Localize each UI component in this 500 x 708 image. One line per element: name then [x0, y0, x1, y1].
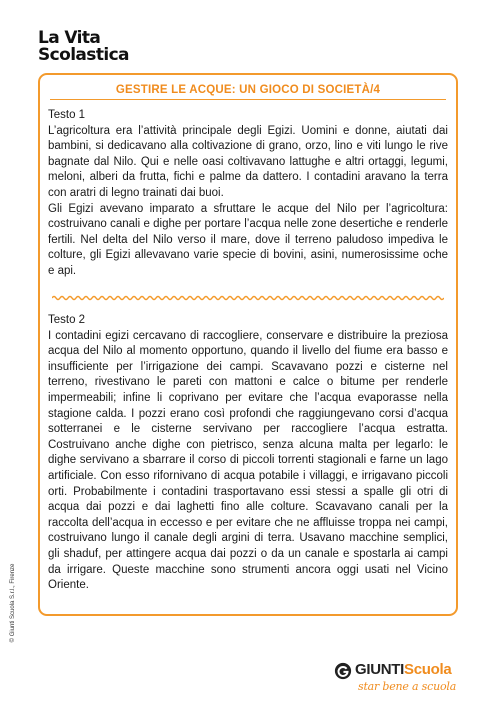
- logo-line-1: La Vita: [38, 28, 101, 48]
- wavy-divider: [52, 294, 444, 302]
- testo-2-section: [48, 313, 448, 594]
- brand-name-scuola: Scuola: [404, 661, 452, 678]
- testo-1-heading: Testo 1: [48, 109, 86, 121]
- testo-1-paragraph-2: Gli Egizi avevano imparato a sfruttare le acque del Nilo per l’agricoltura: costruivano canali e dighe per portare l’acqua nelle zone desertiche e renderle fertili. Nel delta del Nilo verso il mare, dove il terreno paludoso impediva le colture, gli Egizi allevavano varie specie di bovini, asini, numerosissime oche e api.: [48, 202, 448, 277]
- brand-name-giunti: GIUNTI: [355, 661, 405, 678]
- testo-2-paragraph: I contadini egizi cercavano di raccogliere, conservare e distribuire la preziosa acqua del Nilo al momento opportuno, quando il livello del fiume era basso e insufficiente per l’irrigazione dei campi. Scavavano pozzi e cisterne nel terreno, rivestivano le pareti con mattoni e calce o bitume per renderle impermeabili; infine li coprivano per evitare che l’acqua evaporasse nella stagione calda. I pozzi erano così profondi che raggiungevano corsi d’acqua sotterranei e le cisterne servivano per raccogliere l’acqua estratta. Costruivano anche dighe con pietrisco, senza alcuna malta per legarlo: le dighe servivano a sbarrare il corso di piccoli torrenti stagionali e farne un lago artificiale. Con esso rifornivano di acqua potabile i villaggi, e irrigavano piccoli orti. Probabilmente i contadini trasportavano essi stessi a spalle gli otri di acqua dai pozzi e dai laghetti fino alle colture. Scavavano canali per la raccolta dell’acqua in eccesso e per evitare che ne affluisse troppa nei campi, costruivano lungo il canale degli argini di terra. Usavano macchine semplici, gli shaduf, per attingere acqua dai pozzi o da un canale e spostarla ai campi da irrigare. Queste macchine sono strumenti ancora oggi usati nel Vicino Oriente.: [48, 329, 448, 592]
- brand-tagline: star bene a scuola: [358, 680, 457, 693]
- brand-name: [355, 661, 451, 679]
- logo-la-vita-scolastica: [38, 30, 129, 64]
- worksheet-card: [38, 73, 458, 616]
- giunti-scuola-brand: [334, 660, 474, 700]
- testo-1-section: [48, 108, 448, 280]
- page-title: GESTIRE LE ACQUE: UN GIOCO DI SOCIETÀ/4: [115, 84, 381, 96]
- copyright-notice: [6, 548, 20, 658]
- giunti-g-icon: [334, 662, 352, 680]
- title-divider: [50, 99, 446, 100]
- logo-line-2: Scolastica: [38, 45, 129, 65]
- testo-2-heading: Testo 2: [48, 314, 86, 326]
- testo-1-paragraph-1: L’agricoltura era l’attività principale degli Egizi. Uomini e donne, aiutati dai bambini, si dedicavano alla coltivazione di grano, orzo, lino e viti lungo le rive bagnate dal Nilo. Qui e nelle oasi coltivavano lattughe e altri ortaggi, legumi, meloni, alberi da frutta, fichi e palme da dattero. I contadini aravano la terra con aratri di legno trainati dai buoi.: [48, 124, 448, 199]
- copyright-text: © Giunti Scuola S.r.l., Firenze: [10, 563, 16, 643]
